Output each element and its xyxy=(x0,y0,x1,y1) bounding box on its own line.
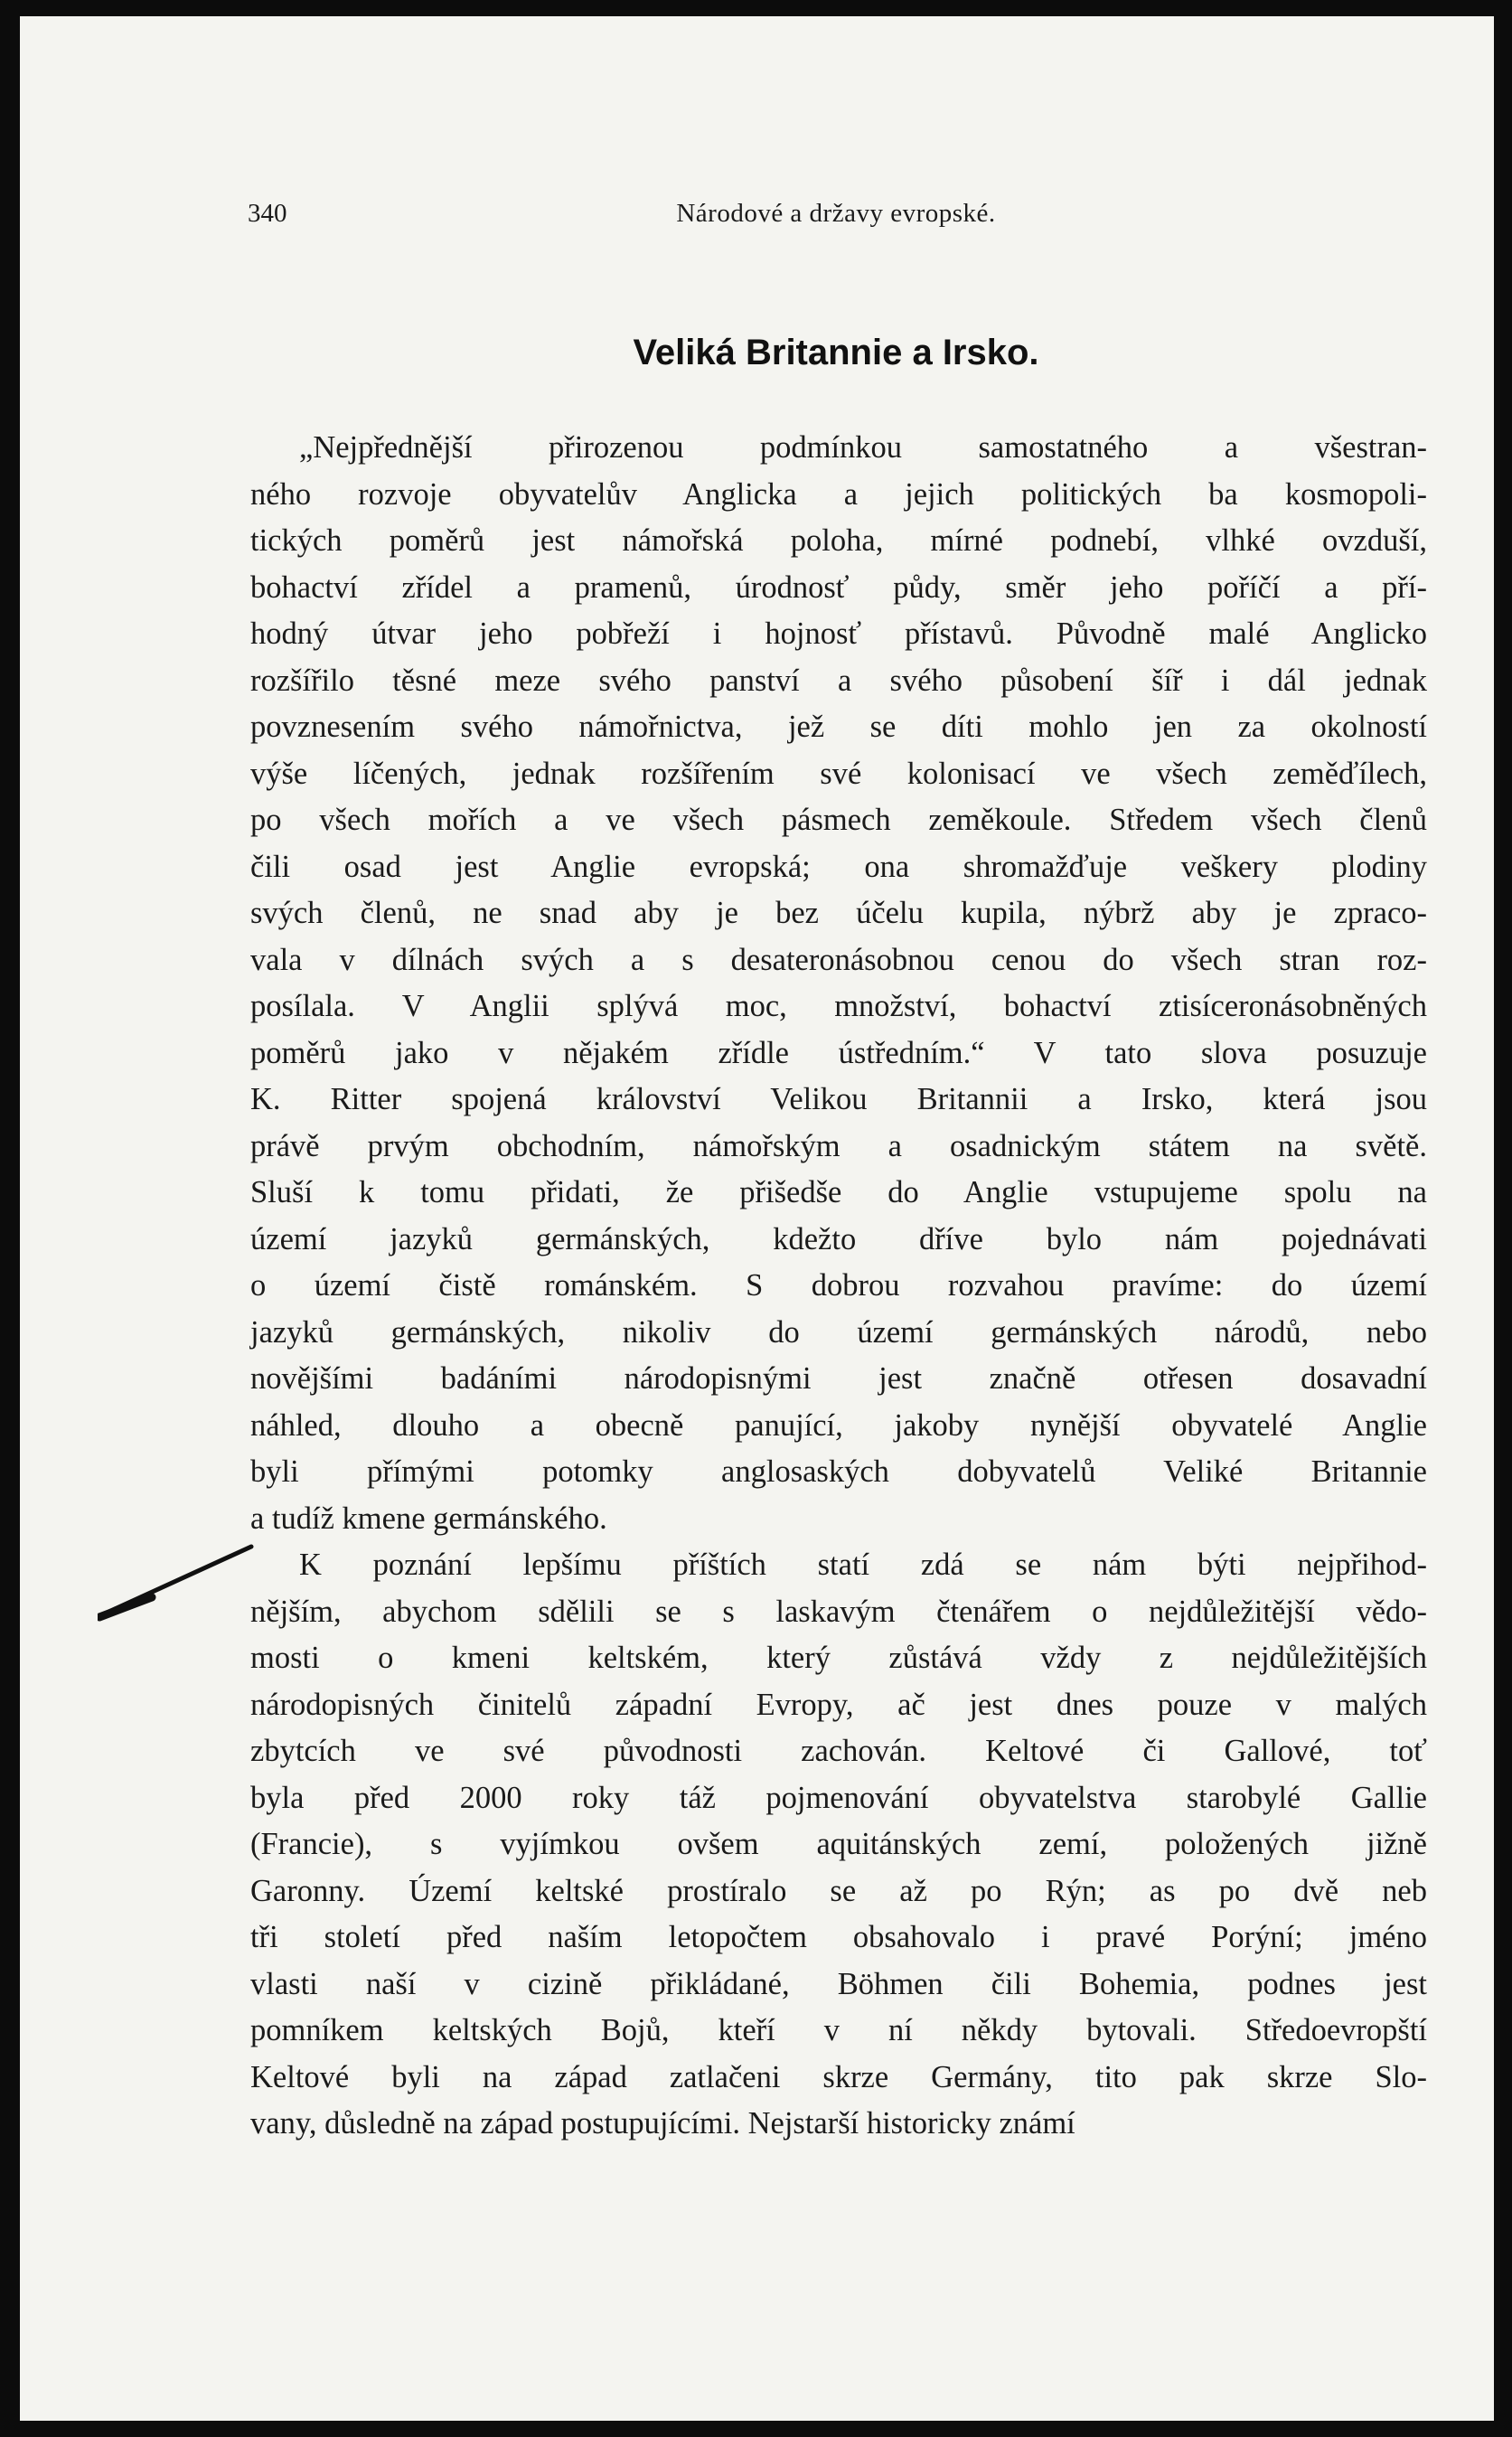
text-line: po všech mořích a ve všech pásmech zeměkoule. Středem všech členů xyxy=(250,803,1427,837)
text-line: právě prvým obchodním, námořským a osadnickým státem na světě. xyxy=(250,1128,1427,1163)
book-page xyxy=(20,16,1494,2421)
page-header xyxy=(248,199,1424,235)
text-line: ného rozvoje obyvatelův Anglicka a jejich politických ba kosmopoli- xyxy=(250,476,1427,512)
text-line: byli přímými potomky anglosaských dobyvatelů Veliké Britannie xyxy=(250,1454,1427,1489)
text-line: tických poměrů jest námořská poloha, mírné podnebí, vlhké ovzduší, xyxy=(250,523,1427,558)
text-line: svých členů, ne snad aby je bez účelu kupila, nýbrž aby je zpraco- xyxy=(250,896,1427,930)
text-line: posílala. V Anglii splývá moc, množství, bohactví ztisíceronásobněných xyxy=(250,989,1427,1023)
text-line: „Nejpřednější přirozenou podmínkou samostatného a všestran- xyxy=(299,430,1427,465)
text-line: rozšířilo těsné meze svého panství a svého působení šíř i dál jednak xyxy=(250,663,1427,698)
text-line: národopisných činitelů západní Evropy, ač jest dnes pouze v malých xyxy=(250,1687,1427,1722)
text-line: K. Ritter spojená království Velikou Britannii a Irsko, která jsou xyxy=(250,1082,1427,1116)
text-line: bohactví zřídel a pramenů, úrodnosť půdy, směr jeho poříčí a pří- xyxy=(250,569,1427,605)
text-line: území jazyků germánských, kdežto dříve bylo nám pojednávati xyxy=(250,1221,1427,1256)
text-line: výše líčených, jednak rozšířením své kolonisací ve všech zeměďílech, xyxy=(250,756,1427,791)
page-number: 340 xyxy=(248,199,287,228)
text-line: nějším, abychom sdělili se s laskavým čtenářem o nejdůležitější vědo- xyxy=(250,1594,1427,1629)
text-line: o území čistě románském. S dobrou rozvahou pravíme: do území xyxy=(250,1268,1427,1303)
text-line: mosti o kmeni keltském, který zůstává vždy z nejdůležitějších xyxy=(250,1641,1427,1675)
text-line: Garonny. Území keltské prostíralo se až po Rýn; as po dvě neb xyxy=(250,1873,1427,1908)
text-line: náhled, dlouho a obecně panující, jakoby nynější obyvatelé Anglie xyxy=(250,1407,1427,1443)
text-line: hodný útvar jeho pobřeží i hojnosť přístavů. Původně malé Anglicko xyxy=(250,616,1427,651)
text-line: poměrů jako v nějakém zřídle ústředním.“ V tato slova posuzuje xyxy=(250,1035,1427,1070)
text-line: vala v dílnách svých a s desateronásobnou cenou do všech stran roz- xyxy=(250,942,1427,977)
text-line: Sluší k tomu přidati, že přišedše do Anglie vstupujeme spolu na xyxy=(250,1175,1427,1209)
running-title: Národové a državy evropské. xyxy=(676,199,996,228)
margin-pencil-mark xyxy=(98,1539,278,1630)
text-line: čili osad jest Anglie evropská; ona shromažďuje veškery plodiny xyxy=(250,849,1427,884)
text-line: novějšími badáními národopisnými jest značně otřesen dosavadní xyxy=(250,1361,1427,1396)
text-line: Keltové byli na západ zatlačeni skrze Germány, tito pak skrze Slo- xyxy=(250,2059,1427,2094)
text-line: K poznání lepšímu příštích statí zdá se nám býti nejpřihod- xyxy=(299,1548,1427,1582)
text-line: vany, důsledně na západ postupujícími. Nejstarší historicky známí xyxy=(250,2106,1075,2141)
text-line: jazyků germánských, nikoliv do území germánských národů, nebo xyxy=(250,1314,1427,1350)
text-line: zbytcích ve své původnosti zachován. Keltové či Gallové, toť xyxy=(250,1734,1427,1768)
text-line: a tudíž kmene germánského. xyxy=(250,1501,607,1536)
text-line: (Francie), s vyjímkou ovšem aquitánských zemí, položených jižně xyxy=(250,1827,1427,1861)
text-line: byla před 2000 roky táž pojmenování obyvatelstva starobylé Gallie xyxy=(250,1780,1427,1815)
text-line: tři století před naším letopočtem obsahovalo i pravé Porýní; jméno xyxy=(250,1920,1427,1954)
body-text xyxy=(250,425,1427,2148)
text-line: pomníkem keltských Bojů, kteří v ní někdy bytovali. Středoevropští xyxy=(250,2013,1427,2047)
text-line: povznesením svého námořnictva, jež se díti mohlo jen za okolností xyxy=(250,710,1427,744)
section-title: Veliká Britannie a Irsko. xyxy=(633,333,1039,372)
text-line: vlasti naší v cizině přikládané, Böhmen čili Bohemia, podnes jest xyxy=(250,1966,1427,2001)
